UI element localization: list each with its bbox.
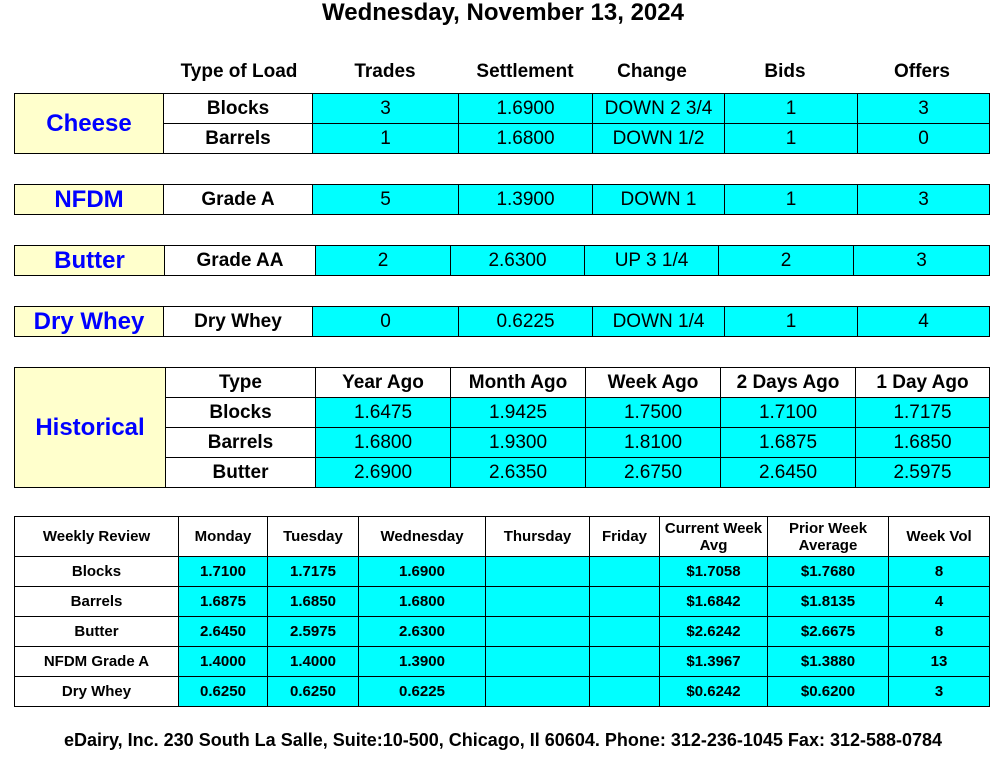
table-row — [15, 647, 990, 677]
weekly-cell — [590, 617, 660, 647]
historical-label: Historical — [15, 368, 166, 488]
header-settlement: Settlement — [476, 61, 574, 82]
weekly-cell — [590, 647, 660, 677]
weekly-cell: 1.6850 — [268, 587, 359, 617]
nfdm-trades: 5 — [313, 185, 459, 215]
historical-cell: 1.9425 — [451, 398, 586, 428]
butter-table — [14, 245, 990, 276]
weekly-cell: $1.8135 — [768, 587, 889, 617]
weekly-cell: 1.7100 — [179, 557, 268, 587]
butter-label: Butter — [15, 246, 165, 276]
weekly-header-wednesday: Wednesday — [359, 517, 486, 557]
historical-cell: 2.6750 — [586, 458, 721, 488]
weekly-cell — [486, 587, 590, 617]
footer-contact: eDairy, Inc. 230 South La Salle, Suite:10-500, Chicago, Il 60604. Phone: 312-236-1045 Fax: 312-588-0784 — [63, 730, 943, 750]
historical-table — [14, 367, 990, 488]
weekly-header-monday: Monday — [179, 517, 268, 557]
weekly-cell — [486, 557, 590, 587]
nfdm-type: Grade A — [164, 185, 313, 215]
weekly-cell — [590, 677, 660, 707]
historical-header-1-day-ago: 1 Day Ago — [856, 368, 990, 398]
nfdm-settlement: 1.3900 — [459, 185, 593, 215]
weekly-cell: 1.7175 — [268, 557, 359, 587]
dry-whey-bids: 1 — [725, 307, 858, 337]
weekly-cell: 2.6450 — [179, 617, 268, 647]
header-change: Change — [617, 61, 687, 82]
historical-cell: 1.7500 — [586, 398, 721, 428]
historical-cell: 1.6850 — [856, 428, 990, 458]
weekly-cell: 0.6225 — [359, 677, 486, 707]
weekly-cell: 1.4000 — [179, 647, 268, 677]
header-offers: Offers — [894, 61, 950, 82]
nfdm-change: DOWN 1 — [593, 185, 725, 215]
nfdm-offers: 3 — [858, 185, 990, 215]
weekly-cell — [486, 647, 590, 677]
weekly-cell: 1.6875 — [179, 587, 268, 617]
nfdm-bids: 1 — [725, 185, 858, 215]
historical-cell: 1.8100 — [586, 428, 721, 458]
cheese-barrels-settlement: 1.6800 — [459, 124, 593, 154]
weekly-review-table — [14, 516, 990, 707]
dry-whey-trades: 0 — [313, 307, 459, 337]
cheese-barrels-bids: 1 — [725, 124, 858, 154]
weekly-cell: $1.3967 — [660, 647, 768, 677]
historical-header-year-ago: Year Ago — [316, 368, 451, 398]
weekly-cell: $1.7058 — [660, 557, 768, 587]
weekly-cell: $2.6242 — [660, 617, 768, 647]
weekly-cell: 0.6250 — [179, 677, 268, 707]
weekly-header-prior-avg: Prior Week Average — [768, 517, 889, 557]
weekly-cell: 2.5975 — [268, 617, 359, 647]
weekly-cell: 13 — [889, 647, 990, 677]
weekly-row-name: NFDM Grade A — [15, 647, 179, 677]
weekly-cell: $1.7680 — [768, 557, 889, 587]
weekly-cell: $1.3880 — [768, 647, 889, 677]
header-type-of-load: Type of Load — [180, 61, 298, 82]
historical-header-type: Type — [166, 368, 316, 398]
weekly-cell — [486, 617, 590, 647]
weekly-row-name: Blocks — [15, 557, 179, 587]
butter-offers: 3 — [854, 246, 990, 276]
dry-whey-offers: 4 — [858, 307, 990, 337]
dry-whey-table — [14, 306, 990, 337]
dry-whey-change: DOWN 1/4 — [593, 307, 725, 337]
weekly-cell: $0.6242 — [660, 677, 768, 707]
butter-settlement: 2.6300 — [451, 246, 585, 276]
weekly-cell: 1.6800 — [359, 587, 486, 617]
cheese-barrels-type: Barrels — [164, 124, 313, 154]
cheese-blocks-trades: 3 — [313, 94, 459, 124]
dry-whey-settlement: 0.6225 — [459, 307, 593, 337]
dry-whey-type: Dry Whey — [164, 307, 313, 337]
cheese-label: Cheese — [15, 94, 164, 154]
table-row — [15, 677, 990, 707]
weekly-row-name: Dry Whey — [15, 677, 179, 707]
table-row — [15, 587, 990, 617]
weekly-cell — [590, 587, 660, 617]
butter-trades: 2 — [316, 246, 451, 276]
historical-cell: 1.6475 — [316, 398, 451, 428]
weekly-cell: $1.6842 — [660, 587, 768, 617]
weekly-cell: 0.6250 — [268, 677, 359, 707]
historical-cell: 1.9300 — [451, 428, 586, 458]
weekly-cell — [590, 557, 660, 587]
cheese-barrels-offers: 0 — [858, 124, 990, 154]
historical-header-2-days-ago: 2 Days Ago — [721, 368, 856, 398]
weekly-cell: $2.6675 — [768, 617, 889, 647]
weekly-cell: 8 — [889, 557, 990, 587]
weekly-cell: 1.4000 — [268, 647, 359, 677]
historical-cell: 2.6900 — [316, 458, 451, 488]
weekly-row-name: Butter — [15, 617, 179, 647]
weekly-header-thursday: Thursday — [486, 517, 590, 557]
header-bids: Bids — [764, 61, 806, 82]
historical-header-week-ago: Week Ago — [586, 368, 721, 398]
weekly-header-tuesday: Tuesday — [268, 517, 359, 557]
weekly-cell — [486, 677, 590, 707]
butter-change: UP 3 1/4 — [585, 246, 719, 276]
historical-cell: 1.7175 — [856, 398, 990, 428]
dry-whey-label: Dry Whey — [15, 307, 164, 337]
cheese-blocks-type: Blocks — [164, 94, 313, 124]
butter-type: Grade AA — [165, 246, 316, 276]
weekly-cell: 2.6300 — [359, 617, 486, 647]
nfdm-table — [14, 184, 990, 215]
table-row — [15, 557, 990, 587]
butter-bids: 2 — [719, 246, 854, 276]
cheese-blocks-change: DOWN 2 3/4 — [593, 94, 725, 124]
cheese-blocks-bids: 1 — [725, 94, 858, 124]
weekly-cell: 8 — [889, 617, 990, 647]
cheese-barrels-trades: 1 — [313, 124, 459, 154]
weekly-cell: 1.6900 — [359, 557, 486, 587]
historical-cell: 1.6800 — [316, 428, 451, 458]
table-row — [15, 617, 990, 647]
historical-blocks-type: Blocks — [166, 398, 316, 428]
weekly-row-name: Barrels — [15, 587, 179, 617]
cheese-blocks-settlement: 1.6900 — [459, 94, 593, 124]
weekly-header-review: Weekly Review — [15, 517, 179, 557]
weekly-header-current-avg: Current Week Avg — [660, 517, 768, 557]
nfdm-label: NFDM — [15, 185, 164, 215]
historical-cell: 2.6450 — [721, 458, 856, 488]
historical-cell: 1.7100 — [721, 398, 856, 428]
historical-cell: 2.5975 — [856, 458, 990, 488]
cheese-barrels-change: DOWN 1/2 — [593, 124, 725, 154]
weekly-header-week-vol: Week Vol — [889, 517, 990, 557]
weekly-cell: 4 — [889, 587, 990, 617]
weekly-cell: 3 — [889, 677, 990, 707]
header-trades: Trades — [354, 61, 416, 82]
page-title: Wednesday, November 13, 2024 — [322, 0, 684, 26]
historical-barrels-type: Barrels — [166, 428, 316, 458]
weekly-header-friday: Friday — [590, 517, 660, 557]
weekly-cell: $0.6200 — [768, 677, 889, 707]
weekly-cell: 1.3900 — [359, 647, 486, 677]
historical-header-month-ago: Month Ago — [451, 368, 586, 398]
historical-butter-type: Butter — [166, 458, 316, 488]
historical-cell: 1.6875 — [721, 428, 856, 458]
cheese-table — [14, 93, 990, 154]
cheese-blocks-offers: 3 — [858, 94, 990, 124]
historical-cell: 2.6350 — [451, 458, 586, 488]
